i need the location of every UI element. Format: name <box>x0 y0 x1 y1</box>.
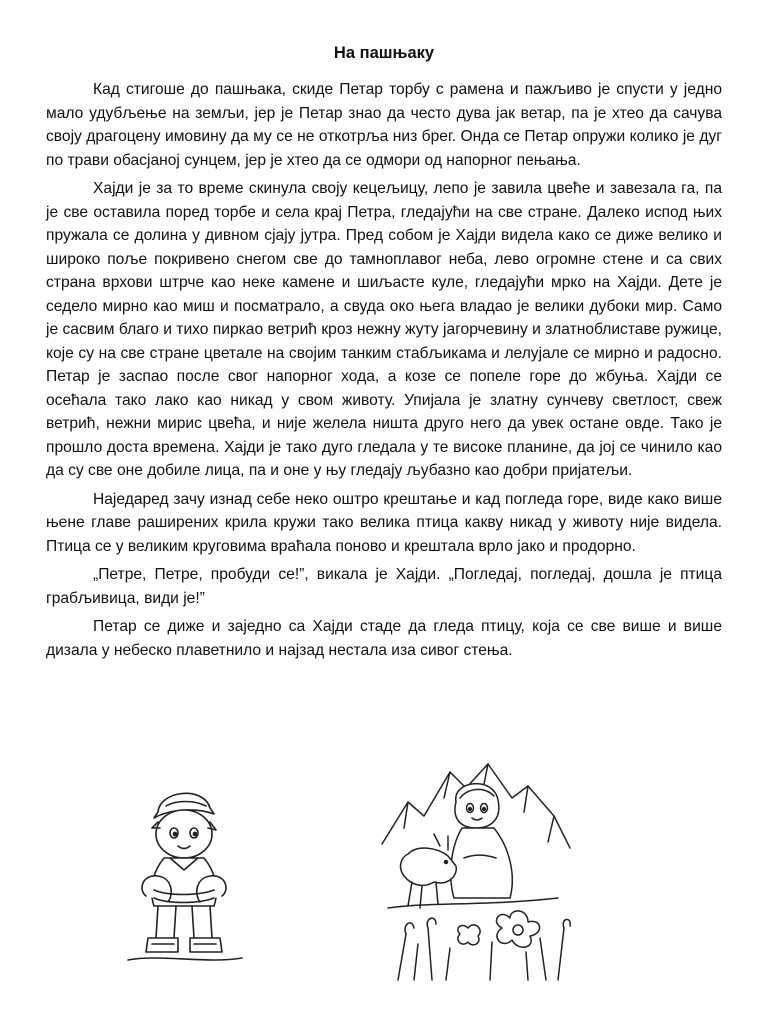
paragraph: Наједаред зачу изнад себе неко оштро крештање и кад погледа горе, виде како више њене главе раширених крила кружи тако велика птица какву никад у животу није видела. Птица се у великим круговима враћала поново и крештала врло јако и продорно. <box>46 490 722 555</box>
paragraph: Петар се диже и заједно са Хајди стаде да гледа птицу, која се све више и више дизала у небеско плаветнило и најзад нестала иза сивог стења. <box>46 618 722 659</box>
story-text <box>46 78 722 667</box>
paragraph: Кад стигоше до пашњака, скиде Петар торбу с рамена и пажљиво је спусти у једно мало удубљење на земљи, јер је Петар знао да често дува јак ветар, па је хтео да сачува своју драгоцену имовину да му се не откотрља низ брег. Онда се Петар опружи колико је дуг по трави обасјаној сунцем, јер је хтео да се одмори од напорног пењања. <box>46 81 722 169</box>
heidi-illustration <box>378 758 574 984</box>
peter-illustration <box>118 778 248 970</box>
paragraph: Хајди је за то време скинула своју кецељицу, лепо је завила цвеће и завезала га, па је све оставила поред торбе и села крај Петра, гледајући на све стране. Далеко испод њих пружала се долина у дивном сјају јутра. Пред собом је Хајди видела како се диже велико и широко поље покривено снегом све до тамноплавог неба, лево огромне стене и са свих страна врхови штрче као неке камене и шиљасте куле, гледајући мрко на Хајди. Дете је седело мирно као миш и посматрало, а свуда око њега владао је велики дубоки мир. Само је сасвим благо и тихо пиркао ветрић кроз нежну жуту јагорчевину и златноблиставе ружице, које су на све стране цветале на својим танким стабљикама и лелујале се мирно и радосно. Петар је заспао после свог напорног хода, а козе се попеле горе до жбуња. Хајди се осећала тако лако као никад у свом животу. Упијала је златну сунчеву светлост, свеж ветрић, нежни мирис цвећа, и није желела ништа друго него да увек остане овде. Тако је прошло доста времена. Хајди је тако дуго гледала у те високе планине, да јој се чинило као да су све оне добиле лица, па и оне у њу гледају љубазно као добри пријатељи. <box>46 180 722 479</box>
page-title: На пашњаку <box>333 44 435 62</box>
paragraph: „Петре, Петре, пробуди се!”, викала је Хајди. „Погледај, погледај, дошла је птица грабљивица, види је!” <box>46 566 722 607</box>
